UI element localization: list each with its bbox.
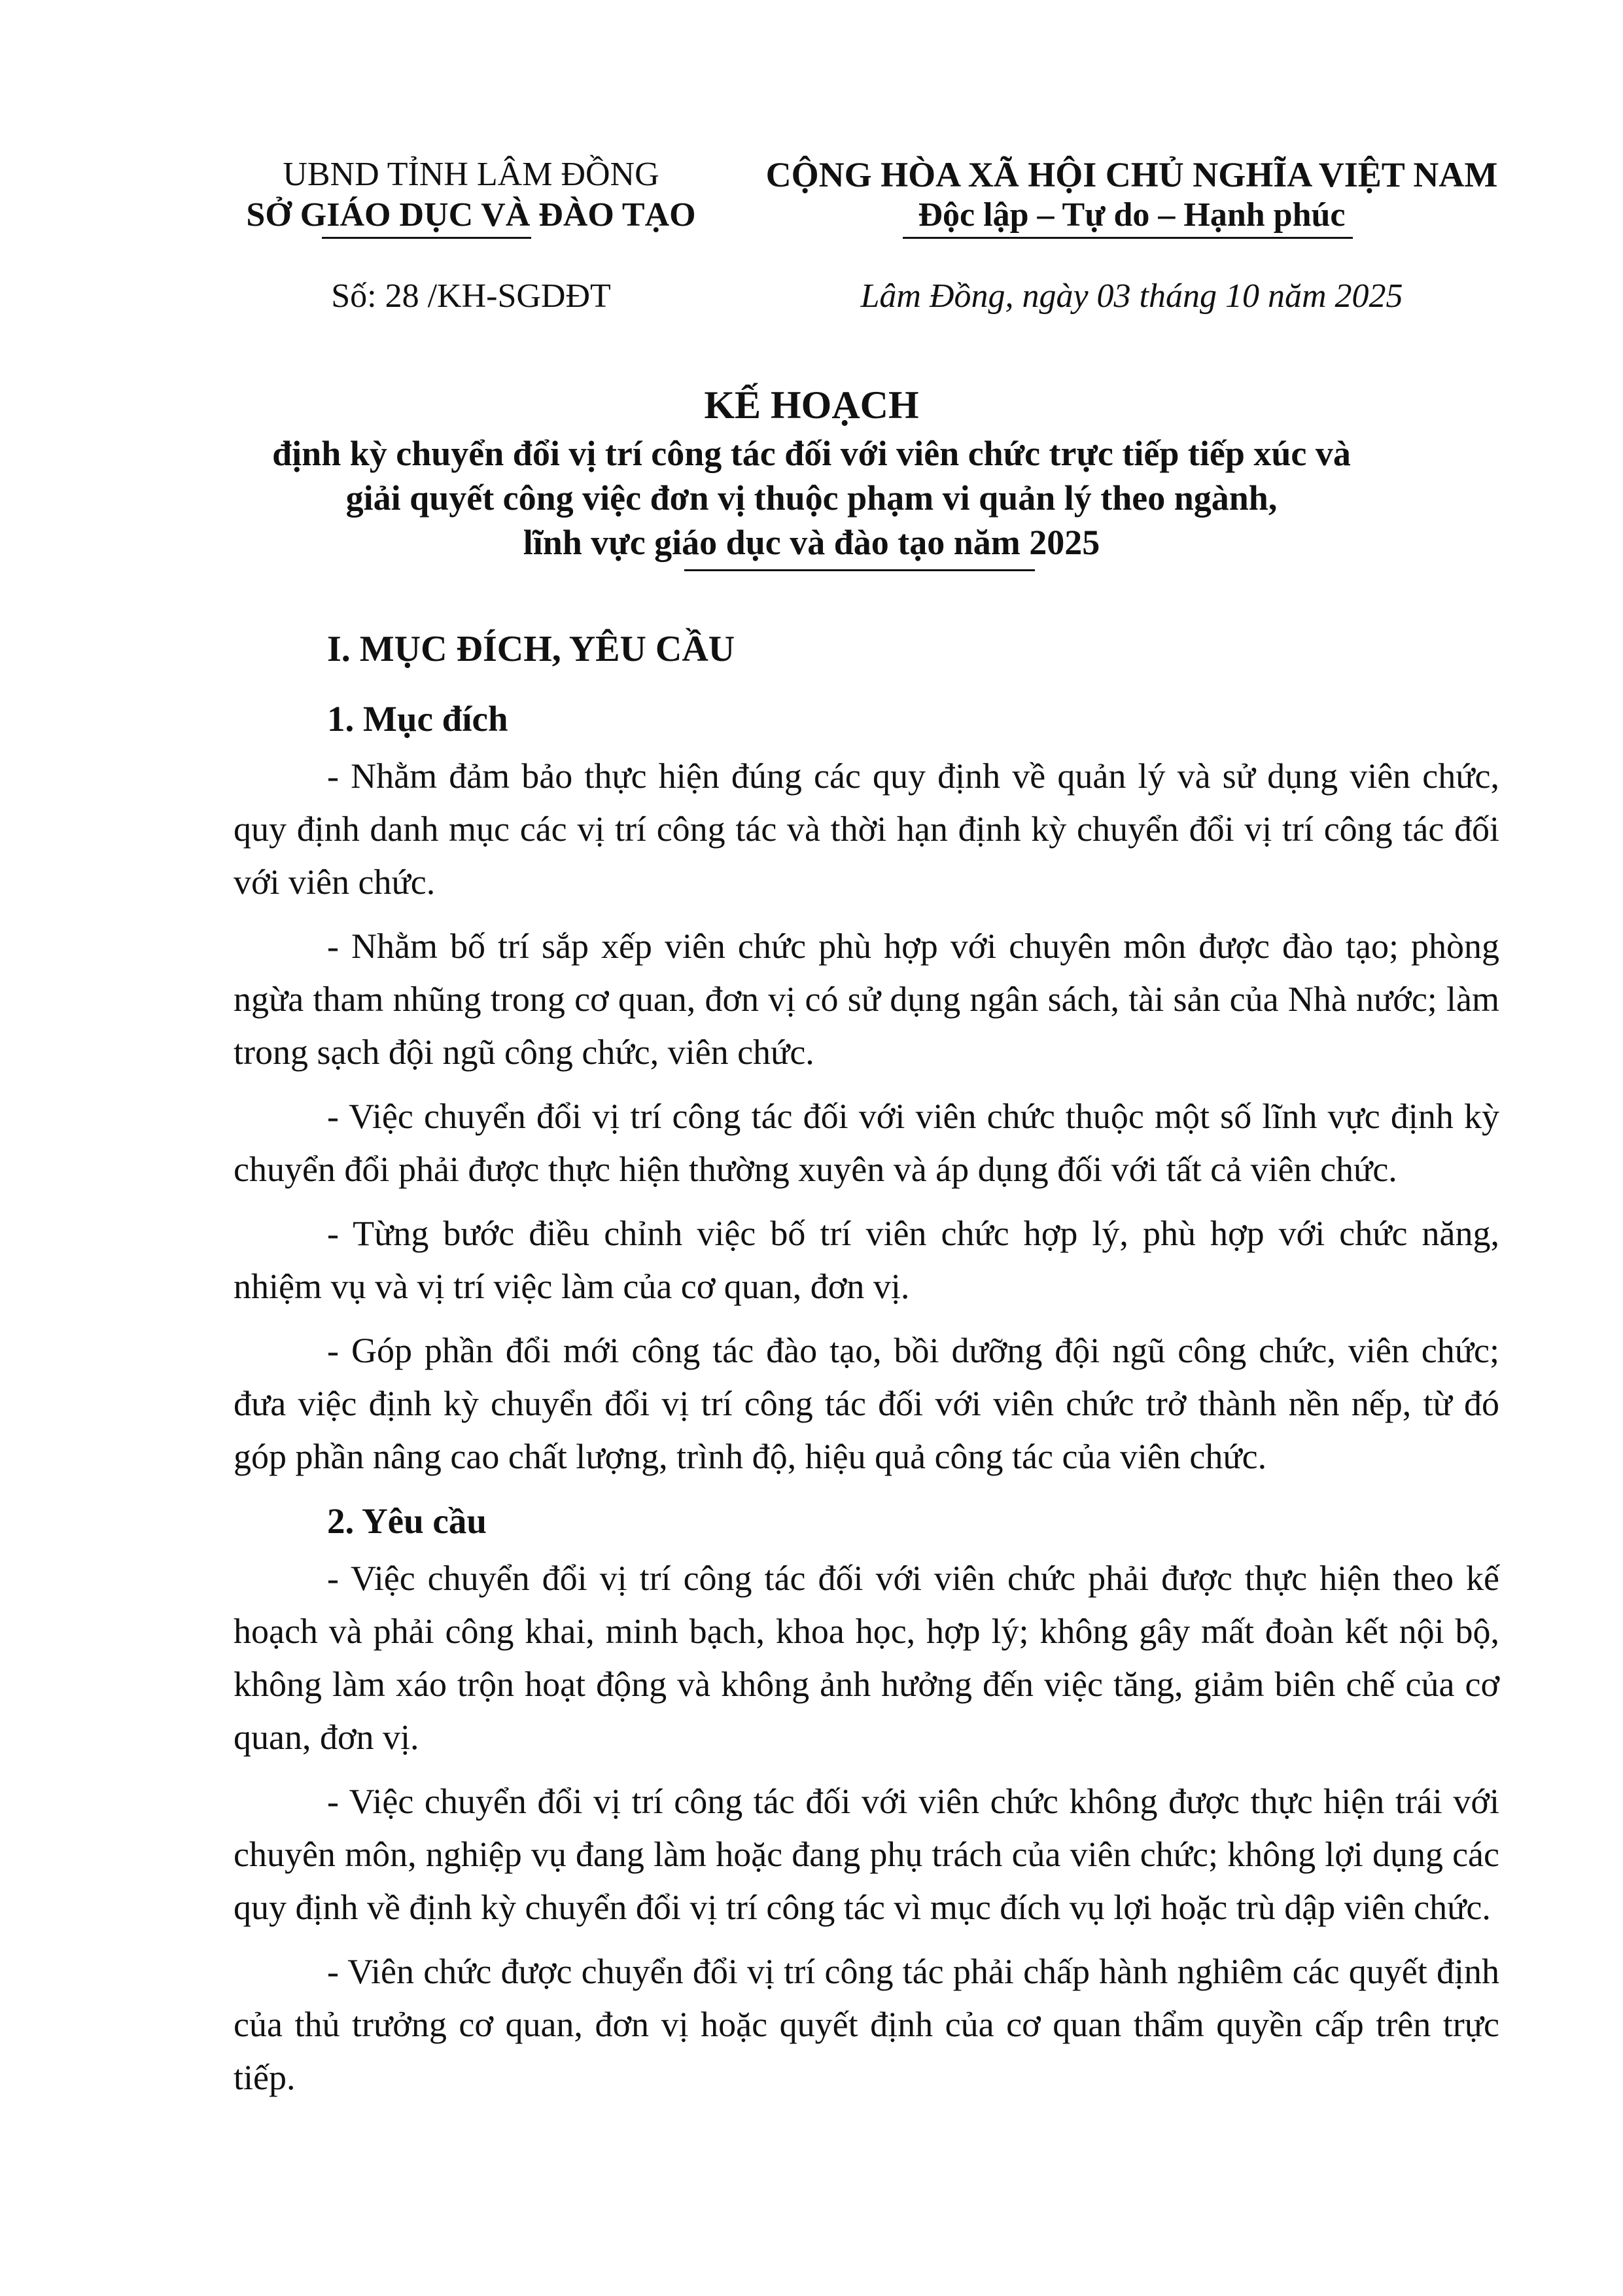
title-line-1: định kỳ chuyển đổi vị trí công tác đối với viên chức trực tiếp tiếp xúc và (272, 434, 1351, 473)
motto-underline (903, 237, 1353, 239)
document-body (234, 620, 1499, 2115)
document-number: Số: 28 /KH-SGDĐT (331, 277, 611, 315)
subsection-heading-purpose: 1. Mục đích (327, 699, 508, 739)
national-motto: Độc lập – Tự do – Hạnh phúc (918, 196, 1346, 234)
document-type: KẾ HOẠCH (704, 383, 919, 427)
title-line-3: lĩnh vực giáo dục và đào tạo năm 2025 (523, 523, 1100, 562)
title-line-2: giải quyết công việc đơn vị thuộc phạm vi quản lý theo ngành, (345, 478, 1278, 518)
paragraph: - Viên chức được chuyển đổi vị trí công tác phải chấp hành nghiêm các quyết định của thủ trưởng cơ quan, đơn vị hoặc quyết định của cơ quan thẩm quyền cấp trên trực tiếp. (234, 1952, 1499, 2097)
paragraph: - Việc chuyển đổi vị trí công tác đối với viên chức không được thực hiện trái với chuyên môn, nghiệp vụ đang làm hoặc đang phụ trách của viên chức; không lợi dụng các quy định về định kỳ chuyển đổi vị trí công tác vì mục đích vụ lợi hoặc trù dập viên chức. (234, 1782, 1499, 1927)
paragraph: - Nhằm bố trí sắp xếp viên chức phù hợp với chuyên môn được đào tạo; phòng ngừa tham nhũng trong cơ quan, đơn vị có sử dụng ngân sách, tài sản của Nhà nước; làm trong sạch đội ngũ công chức, viên chức. (234, 927, 1499, 1072)
title-underline (684, 569, 1035, 571)
national-title: CỘNG HÒA XÃ HỘI CHỦ NGHĨA VIỆT NAM (765, 155, 1498, 194)
paragraph: - Nhằm đảm bảo thực hiện đúng các quy định về quản lý và sử dụng viên chức, quy định danh mục các vị trí công tác và thời hạn định kỳ chuyển đổi vị trí công tác đối với viên chức. (234, 756, 1499, 902)
subsection-heading-requirements: 2. Yêu cầu (327, 1501, 487, 1541)
section-heading: I. MỤC ĐÍCH, YÊU CẦU (327, 629, 735, 669)
department-name: SỞ GIÁO DỤC VÀ ĐÀO TẠO (246, 196, 696, 234)
paragraph: - Việc chuyển đổi vị trí công tác đối với viên chức thuộc một số lĩnh vực định kỳ chuyển đổi phải được thực hiện thường xuyên và áp dụng đối với tất cả viên chức. (234, 1097, 1499, 1189)
paragraph: - Từng bước điều chỉnh việc bố trí viên chức hợp lý, phù hợp với chức năng, nhiệm vụ và vị trí việc làm của cơ quan, đơn vị. (234, 1214, 1499, 1306)
department-underline (322, 237, 531, 239)
agency-name: UBND TỈNH LÂM ĐỒNG (283, 156, 659, 193)
paragraph: - Góp phần đổi mới công tác đào tạo, bồi dưỡng đội ngũ công chức, viên chức; đưa việc định kỳ chuyển đổi vị trí công tác đối với viên chức trở thành nền nếp, từ đó góp phần nâng cao chất lượng, trình độ, hiệu quả công tác của viên chức. (234, 1331, 1499, 1476)
place-and-date: Lâm Đồng, ngày 03 tháng 10 năm 2025 (860, 277, 1403, 315)
paragraph: - Việc chuyển đổi vị trí công tác đối với viên chức phải được thực hiện theo kế hoạch và phải công khai, minh bạch, khoa học, hợp lý; không gây mất đoàn kết nội bộ, không làm xáo trộn hoạt động và không ảnh hưởng đến việc tăng, giảm biên chế của cơ quan, đơn vị. (234, 1559, 1499, 1757)
